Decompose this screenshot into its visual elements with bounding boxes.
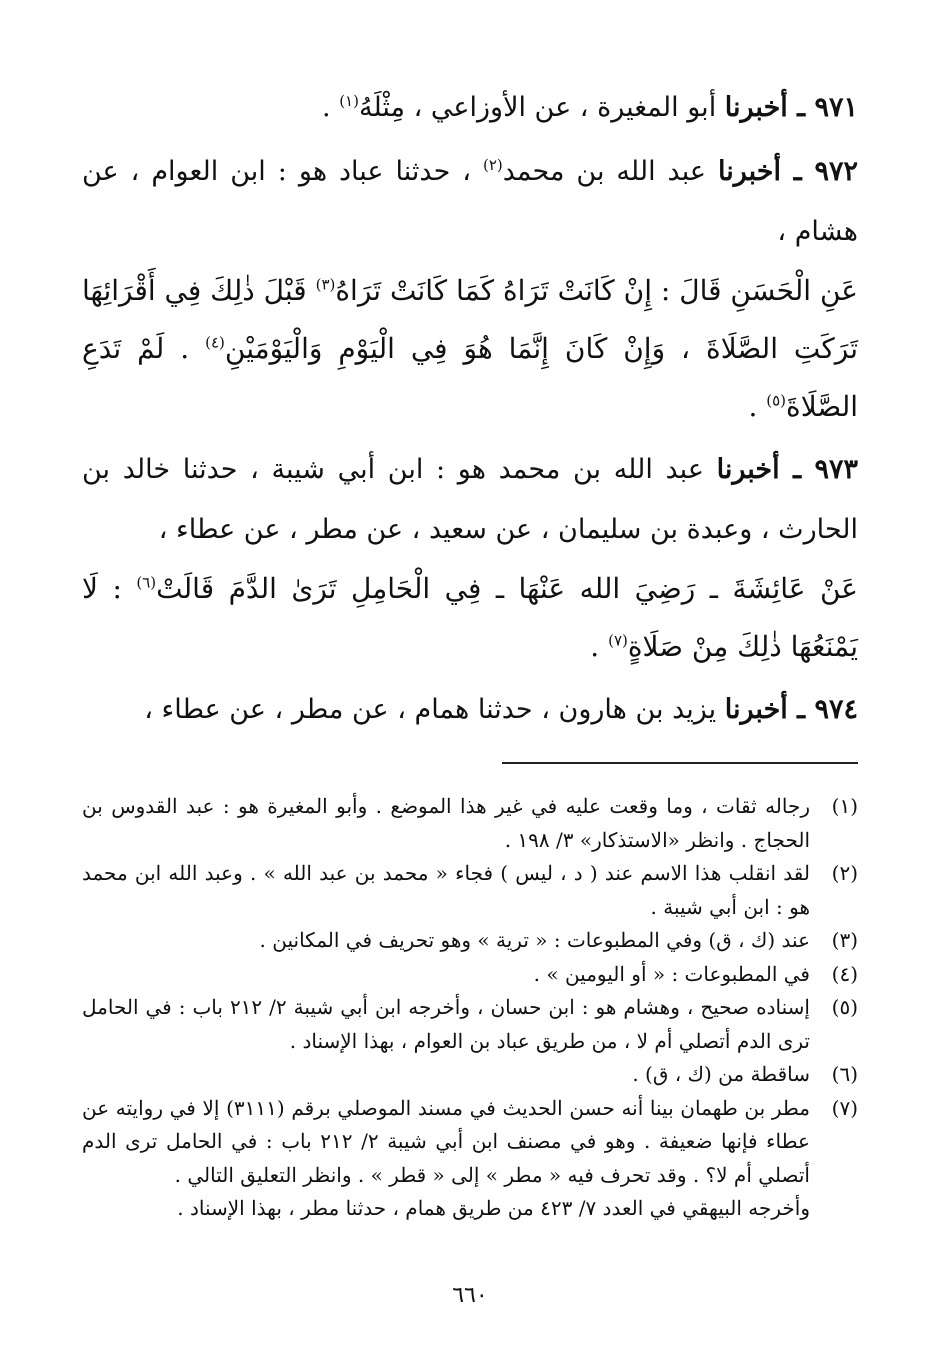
- page-number: ٦٦٠: [452, 1283, 488, 1308]
- footnote-text: في المطبوعات : « أو اليومين » .: [533, 961, 810, 986]
- footnote-7: [82, 1092, 858, 1193]
- matn-973: عَنْ عَائِشَةَ ـ رَضِيَ الله عَنْهَا ـ فِي الْحَامِلِ تَرَىٰ الدَّمَ قَالَتْ$^{(٦)}$ : لَا يَمْنَعُهَا ذٰلِكَ مِنْ صَلَاةٍ$^{(٧)}$ .: [82, 572, 859, 663]
- hadith-number: ٩٧٢: [814, 156, 858, 187]
- footnote-ref: (٧): [608, 631, 628, 650]
- footnote-mark: (٥): [831, 995, 858, 1019]
- chain-lead: أخبرنا: [724, 92, 788, 123]
- main-text: [82, 78, 858, 740]
- footnote-mark: (٤): [831, 961, 858, 986]
- footnote-5: [82, 991, 858, 1058]
- footnote-text: عند (ك ، ق) وفي المطبوعات : « ترية » وهو تحريف في المكانين .: [259, 928, 810, 952]
- footnote-divider: [502, 762, 858, 764]
- footnote-ref: (١): [339, 92, 359, 110]
- footnote-1: [82, 790, 858, 857]
- footnote-mark: (١): [831, 794, 858, 818]
- footnote-4: [82, 958, 858, 992]
- hadith-971: ٩٧١ ـ أخبرنا أبو المغيرة ، عن الأوزاعي ، مِثْلَهُ$^{(١)}$ .: [322, 92, 858, 123]
- hadith-972: ٩٧٢ ـ أخبرنا عبد الله بن محمد$^{(٢)}$ ، حدثنا عباد هو : ابن العوام ، عن هشام ،: [82, 156, 858, 247]
- footnote-mark: (٢): [831, 861, 858, 885]
- footnote-text: إسناده صحيح ، وهشام هو : ابن حسان ، وأخرجه ابن أبي شيبة ٢/ ٢١٢ باب : في الحامل ترى الدم أتصلي أم لا ، من طريق عباد بن العوام ، بهذا الإسناد .: [82, 995, 810, 1053]
- footnote-6: [82, 1058, 858, 1092]
- hadith-number: ٩٧٣: [814, 454, 858, 485]
- chain-lead: أخبرنا: [717, 156, 781, 187]
- hadith-974: ٩٧٤ ـ أخبرنا يزيد بن هارون ، حدثنا همام ، عن مطر ، عن عطاء ،: [144, 694, 858, 725]
- footnote-text: رجاله ثقات ، وما وقعت عليه في غير هذا الموضع . وأبو المغيرة هو : عبد القدوس بن الحجاج . وانظر «الاستذكار» ٣/ ١٩٨ .: [82, 794, 810, 852]
- matn-text: عَنِ الْحَسَنِ قَالَ : إِنْ كَانَتْ تَرَاهُ كَمَا كَانَتْ تَرَاهُ: [335, 274, 858, 307]
- footnote-7-continuation: وأخرجه البيهقي في العدد ٧/ ٤٢٣ من طريق همام ، حدثنا مطر ، بهذا الإسناد .: [177, 1196, 810, 1220]
- footnote-3: [82, 924, 858, 958]
- chain-text: أبو المغيرة ، عن الأوزاعي ، مِثْلَهُ: [358, 92, 725, 123]
- page-body: [82, 78, 858, 1226]
- footnote-text: مطر بن طهمان بينا أنه حسن الحديث في مسند الموصلي برقم (٣١١١) إلا في روايته عن عطاء فإنها ضعيفة . وهو في مصنف ابن أبي شيبة ٢/ ٢١٢ باب : في الحامل ترى الدم أتصلي أم لا؟ . وقد تحرف فيه « مطر » إلى « قطر » . وانظر التعليق التالي .: [82, 1095, 810, 1187]
- chain-text: يزيد بن هارون ، حدثنا همام ، عن مطر ، عن عطاء ،: [144, 694, 725, 725]
- hadith-973: ٩٧٣ ـ أخبرنا عبد الله بن محمد هو : ابن أبي شيبة ، حدثنا خالد بن الحارث ، وعبدة بن سليمان ، عن سعيد ، عن مطر ، عن عطاء ،: [82, 454, 858, 545]
- footnote-ref: (٤): [205, 333, 225, 352]
- footnote-ref: (٦): [136, 573, 157, 592]
- hadith-number: ٩٧٤: [814, 694, 858, 725]
- chain-lead: أخبرنا: [716, 454, 780, 485]
- chain-text: عبد الله بن محمد هو : ابن أبي شيبة ، حدثنا خالد بن الحارث ، وعبدة بن سليمان ، عن سعيد ، عن مطر ، عن عطاء ،: [82, 454, 858, 545]
- footnote-2: [82, 857, 858, 924]
- chain-text: عبد الله بن محمد: [502, 156, 718, 187]
- matn-972: عَنِ الْحَسَنِ قَالَ : إِنْ كَانَتْ تَرَاهُ كَمَا كَانَتْ تَرَاهُ$^{(٣)}$ قَبْلَ ذٰلِكَ فِي أَقْرَائِهَا تَرَكَتِ الصَّلَاةَ ، وَإِنْ كَانَ إِنَّمَا هُوَ فِي الْيَوْمِ وَالْيَوْمَيْنِ$^{(٤)}$ . لَمْ تَدَعِ الصَّلَاةَ$^{(٥)}$ .: [82, 274, 859, 423]
- hadith-number: ٩٧١: [814, 92, 858, 123]
- footnote-ref: (٢): [482, 156, 503, 174]
- chain-lead: أخبرنا: [724, 694, 788, 725]
- footnote-text: لقد انقلب هذا الاسم عند ( د ، ليس ) فجاء « محمد بن عبد الله » . وعبد الله ابن محمد هو : ابن أبي شيبة .: [82, 861, 810, 919]
- footnote-ref: (٥): [766, 391, 787, 410]
- footnote-mark: (٣): [831, 928, 858, 952]
- matn-text: عَنْ عَائِشَةَ ـ رَضِيَ الله عَنْهَا ـ فِي الْحَامِلِ تَرَىٰ الدَّمَ قَالَتْ: [156, 572, 859, 605]
- footnote-text: ساقطة من (ك ، ق) .: [632, 1062, 810, 1086]
- footnote-ref: (٣): [315, 275, 336, 294]
- footnotes: [82, 790, 858, 1226]
- footnote-mark: (٧): [831, 1095, 858, 1120]
- footnote-mark: (٦): [831, 1062, 858, 1086]
